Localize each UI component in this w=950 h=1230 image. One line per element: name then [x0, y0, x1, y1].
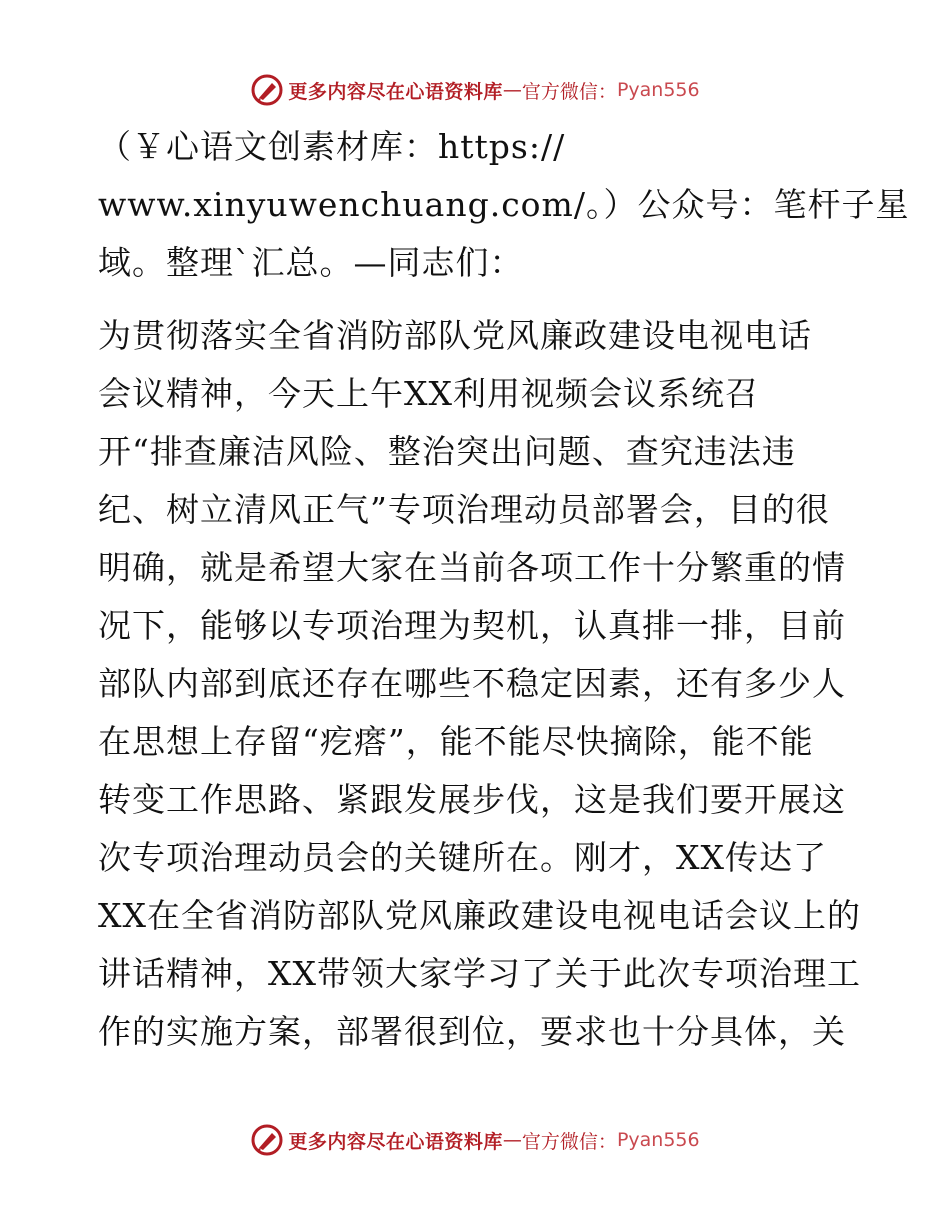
- intro-line: www.xinyuwenchuang.com/。）公众号：笔杆子星: [98, 185, 910, 224]
- footer-watermark-banner: [0, 1120, 950, 1160]
- banner-main-text: 更多内容尽在心语资料库: [288, 1130, 503, 1153]
- banner-main-text: 更多内容尽在心语资料库: [288, 80, 503, 103]
- paragraph-line: 在思想上存留“疙瘩”，能不能尽快摘除，能不能: [98, 722, 814, 761]
- paragraph-line: 为贯彻落实全省消防部队党风廉政建设电视电话: [98, 316, 812, 355]
- banner-wechat-id: Pyan556: [616, 1129, 700, 1151]
- paragraph-line: XX在全省消防部队党风廉政建设电视电话会议上的: [98, 896, 861, 935]
- pen-nib-logo-icon: [250, 73, 284, 107]
- paragraph-line: 开“排查廉洁风险、整治突出问题、查究违法违: [98, 432, 796, 471]
- banner-wechat-label: 官方微信：: [521, 1130, 617, 1153]
- banner-wechat-id: Pyan556: [616, 79, 700, 101]
- paragraph-line: 纪、树立清风正气”专项治理动员部署会，目的很: [98, 490, 830, 529]
- intro-block: [98, 118, 910, 292]
- paragraph-line: 部队内部到底还存在哪些不稳定因素，还有多少人: [98, 664, 846, 703]
- paragraph-line: 转变工作思路、紧跟发展步伐，这是我们要开展这: [98, 780, 846, 819]
- paragraph-line: 讲话精神，XX带领大家学习了关于此次专项治理工: [98, 954, 861, 993]
- banner-separator: —: [502, 79, 522, 101]
- speech-paragraph: [98, 307, 861, 1061]
- banner-wechat-label: 官方微信：: [521, 80, 617, 103]
- intro-line: （￥心语文创素材库：https://: [98, 127, 566, 166]
- pen-nib-logo-icon: [250, 1123, 284, 1157]
- banner-separator: —: [502, 1129, 522, 1151]
- paragraph-line: 明确，就是希望大家在当前各项工作十分繁重的情: [98, 548, 846, 587]
- intro-line: 域。整理`汇总。—同志们：: [98, 243, 524, 282]
- paragraph-line: 会议精神，今天上午XX利用视频会议系统召: [98, 374, 759, 413]
- header-watermark-banner: [0, 70, 950, 110]
- paragraph-line: 次专项治理动员会的关键所在。刚才，XX传达了: [98, 838, 827, 877]
- paragraph-line: 作的实施方案，部署很到位，要求也十分具体，关: [98, 1012, 846, 1051]
- paragraph-line: 况下，能够以专项治理为契机，认真排一排，目前: [98, 606, 846, 645]
